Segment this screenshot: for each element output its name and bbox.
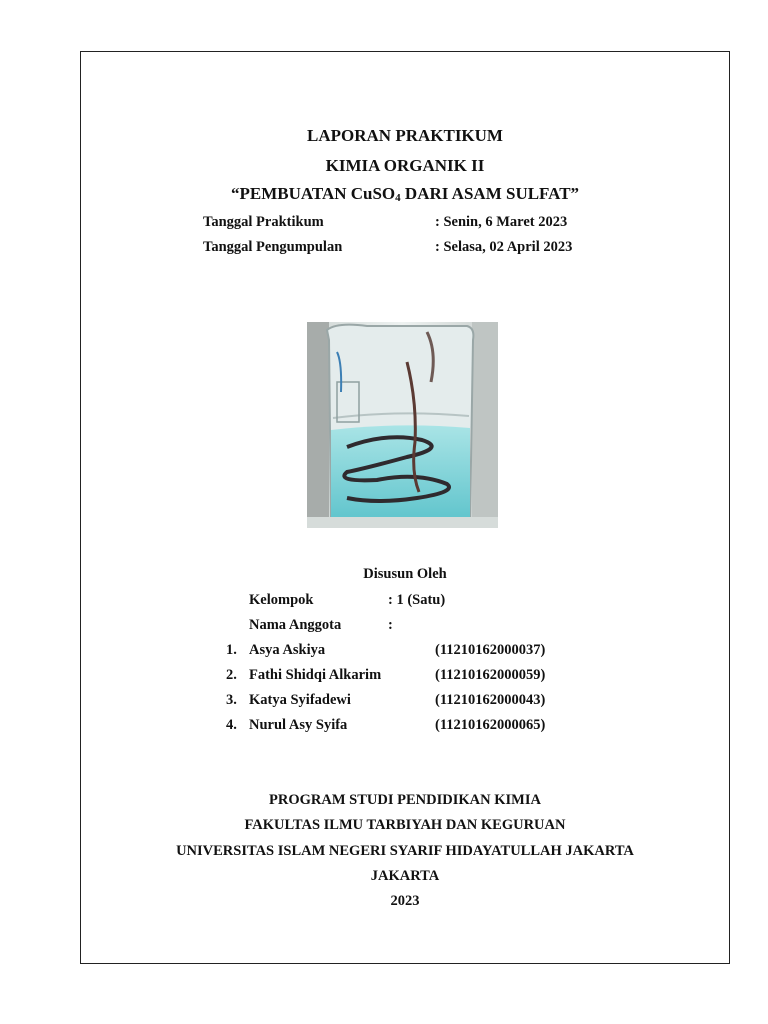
member-number: 1.: [226, 642, 237, 658]
date-submission-value: : Selasa, 02 April 2023: [435, 239, 573, 255]
date-submission-label: Tanggal Pengumpulan: [203, 239, 343, 255]
member-number: 2.: [226, 667, 237, 683]
report-title: LAPORAN PRAKTIKUM: [307, 126, 503, 145]
date-practicum-value: : Senin, 6 Maret 2023: [435, 214, 568, 230]
experiment-title: “PEMBUATAN CuSO$_4$ DARI ASAM SULFAT”: [230, 184, 580, 204]
member-name: Katya Syifadewi: [249, 692, 351, 708]
beaker-photo: [307, 322, 498, 528]
group-value: : 1 (Satu): [388, 592, 446, 608]
course-title: KIMIA ORGANIK II: [325, 156, 485, 175]
member-number: 4.: [226, 717, 237, 733]
city: JAKARTA: [370, 868, 440, 884]
year: 2023: [390, 893, 420, 909]
study-program: PROGRAM STUDI PENDIDIKAN KIMIA: [269, 792, 541, 808]
date-practicum-label: Tanggal Praktikum: [203, 214, 324, 230]
university: UNIVERSITAS ISLAM NEGERI SYARIF HIDAYATULLAH JAKARTA: [176, 843, 634, 859]
member-id: (11210162000043): [435, 692, 546, 708]
members-label: Nama Anggota: [249, 617, 342, 633]
member-id: (11210162000059): [435, 667, 546, 683]
authors-heading: Disusun Oleh: [363, 566, 447, 582]
member-number: 3.: [226, 692, 237, 708]
group-label: Kelompok: [249, 592, 314, 608]
member-name: Nurul Asy Syifa: [249, 717, 348, 733]
member-id: (11210162000065): [435, 717, 546, 733]
member-name: Asya Askiya: [249, 642, 326, 658]
member-name: Fathi Shidqi Alkarim: [249, 667, 382, 683]
members-colon: :: [388, 617, 393, 633]
member-id: (11210162000037): [435, 642, 546, 658]
faculty: FAKULTAS ILMU TARBIYAH DAN KEGURUAN: [244, 817, 566, 833]
